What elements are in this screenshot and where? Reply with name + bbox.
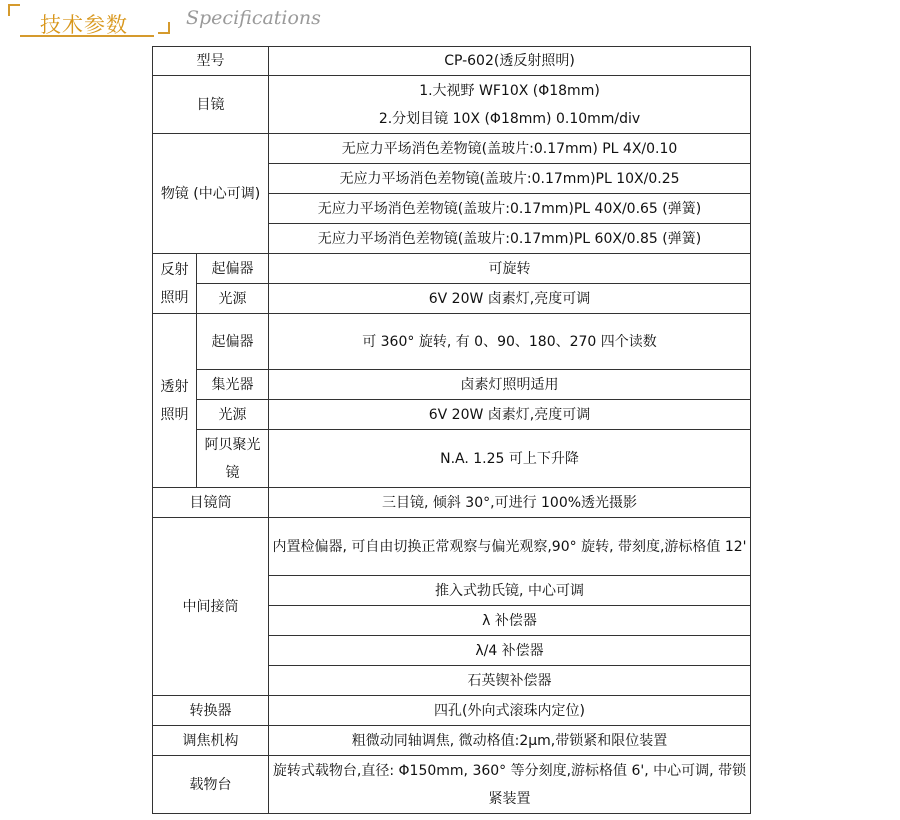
objective-value: 无应力平场消色差物镜(盖玻片:0.17mm) PL 4X/0.10 — [269, 134, 751, 164]
section-header — [0, 0, 900, 44]
table-row — [153, 696, 751, 726]
table-row — [153, 370, 751, 400]
reflect-item-name: 光源 — [197, 284, 269, 314]
transmit-item-value: 6V 20W 卤素灯,亮度可调 — [269, 400, 751, 430]
reflect-item-value: 可旋转 — [269, 254, 751, 284]
intermediate-value: 石英锲补偿器 — [269, 666, 751, 696]
reflect-item-value: 6V 20W 卤素灯,亮度可调 — [269, 284, 751, 314]
eyepiece-label: 目镜 — [153, 76, 269, 134]
objective-value: 无应力平场消色差物镜(盖玻片:0.17mm)PL 60X/0.85 (弹簧) — [269, 224, 751, 254]
objective-value: 无应力平场消色差物镜(盖玻片:0.17mm)PL 40X/0.65 (弹簧) — [269, 194, 751, 224]
table-row — [153, 488, 751, 518]
transmit-label: 透射照明 — [153, 314, 197, 488]
intermediate-label: 中间接筒 — [153, 518, 269, 696]
table-row — [153, 726, 751, 756]
transmit-item-name: 起偏器 — [197, 314, 269, 370]
eyepiece-value — [269, 76, 751, 134]
model-value: CP-602(透反射照明) — [269, 47, 751, 76]
table-row — [153, 518, 751, 576]
title-frame — [8, 4, 170, 37]
transmit-item-name: 集光器 — [197, 370, 269, 400]
section-title: 技术参数 — [40, 13, 128, 37]
table-row — [153, 400, 751, 430]
table-row — [153, 47, 751, 76]
stage-value: 旋转式载物台,直径: Φ150mm, 360° 等分刻度,游标格值 6', 中心可调, 带锁紧装置 — [269, 756, 751, 814]
stage-label: 载物台 — [153, 756, 269, 814]
intermediate-value: 推入式勃氏镜, 中心可调 — [269, 576, 751, 606]
transmit-item-value: 卤素灯照明适用 — [269, 370, 751, 400]
table-row — [153, 76, 751, 134]
reflect-label: 反射照明 — [153, 254, 197, 314]
intermediate-value: λ 补偿器 — [269, 606, 751, 636]
table-row — [153, 430, 751, 488]
intermediate-value: 内置检偏器, 可自由切换正常观察与偏光观察,90° 旋转, 带刻度,游标格值 12' — [269, 518, 751, 576]
eyepiece-line: 1.大视野 WF10X (Φ18mm) — [419, 82, 600, 99]
table-row — [153, 254, 751, 284]
transmit-item-value: N.A. 1.25 可上下升降 — [269, 430, 751, 488]
focus-label: 调焦机构 — [153, 726, 269, 756]
frame-corner-bottom-right — [158, 22, 170, 34]
frame-corner-top-left — [8, 4, 20, 16]
spec-table — [152, 46, 751, 814]
nosepiece-value: 四孔(外向式滚珠内定位) — [269, 696, 751, 726]
objective-value: 无应力平场消色差物镜(盖玻片:0.17mm)PL 10X/0.25 — [269, 164, 751, 194]
table-row — [153, 756, 751, 814]
intermediate-value: λ/4 补偿器 — [269, 636, 751, 666]
objective-label: 物镜 (中心可调) — [153, 134, 269, 254]
table-row — [153, 134, 751, 164]
reflect-item-name: 起偏器 — [197, 254, 269, 284]
nosepiece-label: 转换器 — [153, 696, 269, 726]
focus-value: 粗微动同轴调焦, 微动格值:2μm,带锁紧和限位装置 — [269, 726, 751, 756]
eyepiece-line: 2.分划目镜 10X (Φ18mm) 0.10mm/div — [378, 110, 641, 127]
transmit-item-value: 可 360° 旋转, 有 0、90、180、270 四个读数 — [269, 314, 751, 370]
tube-value: 三目镜, 倾斜 30°,可进行 100%透光摄影 — [269, 488, 751, 518]
table-row — [153, 314, 751, 370]
section-subtitle: Specifications — [186, 7, 321, 29]
transmit-item-name: 光源 — [197, 400, 269, 430]
model-label: 型号 — [153, 47, 269, 76]
table-row — [153, 284, 751, 314]
transmit-item-name: 阿贝聚光镜 — [197, 430, 269, 488]
tube-label: 目镜筒 — [153, 488, 269, 518]
